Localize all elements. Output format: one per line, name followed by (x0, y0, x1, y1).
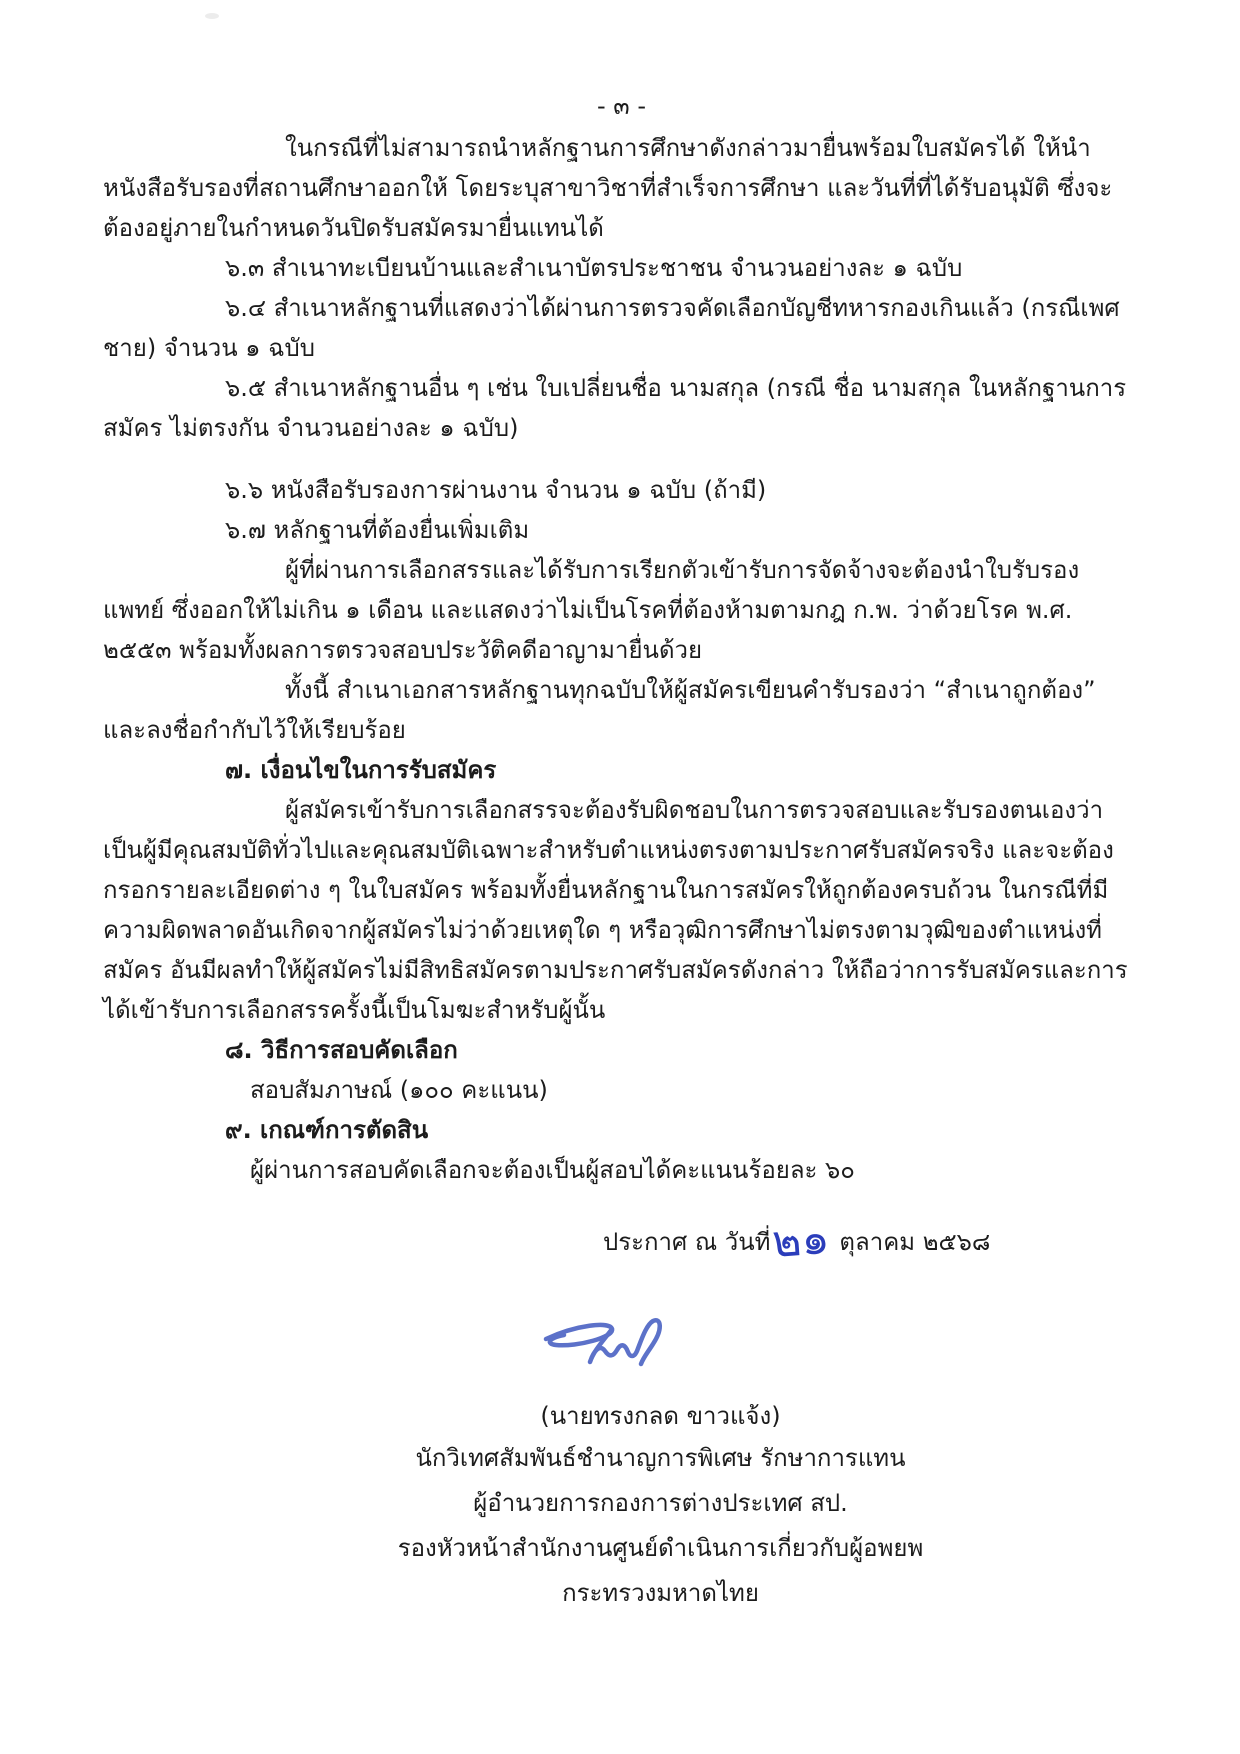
paragraph-certify-copy: ทั้งนี้ สำเนาเอกสารหลักฐานทุกฉบับให้ผู้สมัครเขียนคำรับรองว่า “สำเนาถูกต้อง” และลงชื่อกำกับไว้ให้เรียบร้อย (103, 676, 1096, 744)
signature-area (181, 1308, 1140, 1394)
list-item-6-4: ๖.๔ สำเนาหลักฐานที่แสดงว่าได้ผ่านการตรวจคัดเลือกบัญชีทหารกองเกินแล้ว (กรณีเพศชาย) จำนวน ๑ ฉบับ (103, 294, 1120, 362)
section-8-heading: ๘. วิธีการสอบคัดเลือก (225, 1036, 458, 1064)
section-7-heading: ๗. เงื่อนไขในการรับสมัคร (225, 756, 497, 784)
announce-prefix: ประกาศ ณ วันที่ (603, 1228, 771, 1256)
list-item-6-7: ๖.๗ หลักฐานที่ต้องยื่นเพิ่มเติม (225, 516, 530, 544)
page-number: - ๓ - (597, 92, 646, 120)
signer-name: (นายทรงกลด ขาวแจ้ง) (540, 1402, 781, 1430)
section-8-paragraph: สอบสัมภาษณ์ (๑๐๐ คะแนน) (250, 1076, 548, 1104)
section-7-paragraph: ผู้สมัครเข้ารับการเลือกสรรจะต้องรับผิดชอบในการตรวจสอบและรับรองตนเองว่าเป็นผู้มีคุณสมบัติทั่วไปและคุณสมบัติเฉพาะสำหรับตำแหน่งตรงตามประกาศรับสมัครจริง และจะต้องกรอกรายละเอียดต่าง ๆ ในใบสมัคร พร้อมทั้งยื่นหลักฐานในการสมัครให้ถูกต้องครบถ้วน ในกรณีที่มีความผิดพลาดอันเกิดจากผู้สมัครไม่ว่าด้วยเหตุใด ๆ หรือวุฒิการศึกษาไม่ตรงตามวุฒิของตำแหน่งที่สมัคร อันมีผลทำให้ผู้สมัครไม่มีสิทธิสมัครตามประกาศรับสมัครดังกล่าว ให้ถือว่าการรับสมัครและการได้เข้ารับการเลือกสรรครั้งนี้เป็นโมฆะสำหรับผู้นั้น (103, 796, 1128, 1024)
scan-artifact (205, 13, 219, 19)
document-content (103, 86, 1140, 1616)
signature-scribble-icon (540, 1308, 690, 1388)
signer-title-line-2: ผู้อำนวยการกองการต่างประเทศ สป. (473, 1489, 848, 1517)
signature-block (103, 1308, 1140, 1616)
announcement-date-line (603, 1213, 1140, 1268)
section-9-paragraph: ผู้ผ่านการสอบคัดเลือกจะต้องเป็นผู้สอบได้คะแนนร้อยละ ๖๐ (250, 1156, 855, 1184)
list-item-6-6: ๖.๖ หนังสือรับรองการผ่านงาน จำนวน ๑ ฉบับ (ถ้ามี) (225, 476, 767, 504)
list-item-6-3: ๖.๓ สำเนาทะเบียนบ้านและสำเนาบัตรประชาชน จำนวนอย่างละ ๑ ฉบับ (225, 254, 963, 282)
handwritten-day-number: ๒๑ (771, 1213, 832, 1268)
signer-title-line-3: รองหัวหน้าสำนักงานศูนย์ดำเนินการเกี่ยวกับผู้อพยพ (397, 1534, 924, 1562)
paragraph-education-certificate: ในกรณีที่ไม่สามารถนำหลักฐานการศึกษาดังกล่าวมายื่นพร้อมใบสมัครได้ ให้นำหนังสือรับรองที่สถานศึกษาออกให้ โดยระบุสาขาวิชาที่สำเร็จการศึกษา และวันที่ที่ได้รับอนุมัติ ซึ่งจะต้องอยู่ภายในกำหนดวันปิดรับสมัครมายื่นแทนได้ (103, 134, 1113, 242)
section-9-heading: ๙. เกณฑ์การตัดสิน (225, 1116, 429, 1144)
signer-title-line-1: นักวิเทศสัมพันธ์ชำนาญการพิเศษ รักษาการแทน (415, 1444, 906, 1472)
announce-suffix: ตุลาคม ๒๕๖๘ (839, 1228, 991, 1256)
paragraph-medical-certificate: ผู้ที่ผ่านการเลือกสรรและได้รับการเรียกตัวเข้ารับการจัดจ้างจะต้องนำใบรับรองแพทย์ ซึ่งออกให้ไม่เกิน ๑ เดือน และแสดงว่าไม่เป็นโรคที่ต้องห้ามตามกฎ ก.พ. ว่าด้วยโรค พ.ศ. ๒๕๕๓ พร้อมทั้งผลการตรวจสอบประวัติคดีอาญามายื่นด้วย (103, 556, 1080, 664)
list-item-6-5: ๖.๕ สำเนาหลักฐานอื่น ๆ เช่น ใบเปลี่ยนชื่อ นามสกุล (กรณี ชื่อ นามสกุล ในหลักฐานการสมัคร ไม่ตรงกัน จำนวนอย่างละ ๑ ฉบับ) (103, 374, 1127, 442)
signer-title-line-4: กระทรวงมหาดไทย (562, 1579, 759, 1607)
